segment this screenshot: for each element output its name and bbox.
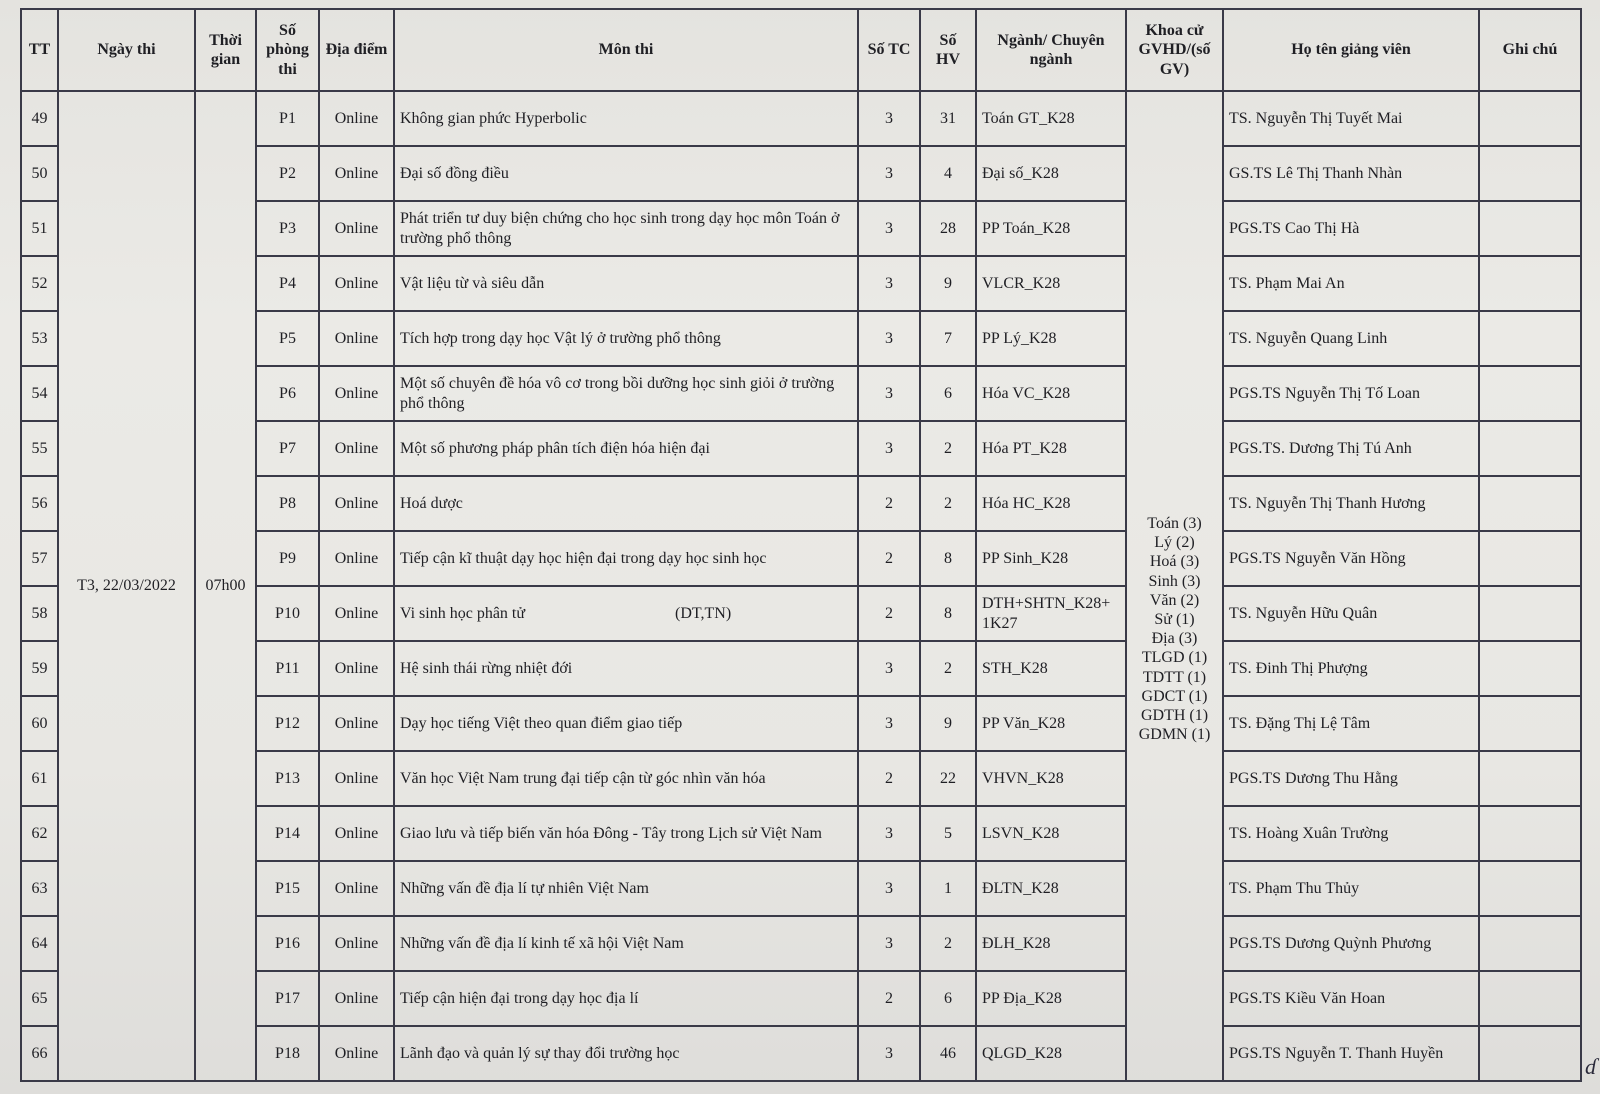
faculty-line: GDCT (1) xyxy=(1141,687,1208,705)
row-room: P13 xyxy=(256,751,319,806)
row-lecturer: PGS.TS Kiều Văn Hoan xyxy=(1223,971,1479,1026)
row-note xyxy=(1479,861,1581,916)
row-subject-text: Phát triển tư duy biện chứng cho học sinh trong dạy học môn Toán ở trường phổ thông xyxy=(400,210,840,247)
exam-date-cell: T3, 22/03/2022 xyxy=(58,91,195,1081)
row-credits: 3 xyxy=(858,916,920,971)
row-room: P6 xyxy=(256,366,319,421)
row-credits: 2 xyxy=(858,751,920,806)
row-lecturer: PGS.TS Dương Quỳnh Phương xyxy=(1223,916,1479,971)
row-subject xyxy=(394,861,858,916)
row-subject-text: Một số phương pháp phân tích điện hóa hiện đại xyxy=(400,439,710,457)
row-subject-text: Hệ sinh thái rừng nhiệt đới xyxy=(400,659,573,677)
row-subject-text: Tiếp cận kĩ thuật dạy học hiện đại trong dạy học sinh học xyxy=(400,549,767,567)
row-note xyxy=(1479,696,1581,751)
faculty-line: Sử (1) xyxy=(1154,610,1195,628)
row-tt: 59 xyxy=(21,641,58,696)
row-lecturer: TS. Nguyễn Hữu Quân xyxy=(1223,586,1479,641)
row-room: P10 xyxy=(256,586,319,641)
row-location: Online xyxy=(319,146,394,201)
row-location: Online xyxy=(319,861,394,916)
row-note xyxy=(1479,421,1581,476)
row-major: PP Văn_K28 xyxy=(976,696,1126,751)
row-room: P3 xyxy=(256,201,319,256)
row-lecturer: PGS.TS Nguyễn Thị Tố Loan xyxy=(1223,366,1479,421)
header-major: Ngành/ Chuyên ngành xyxy=(976,9,1126,91)
row-note xyxy=(1479,586,1581,641)
row-students: 9 xyxy=(920,696,976,751)
header-row xyxy=(21,9,1581,91)
row-major: PP Lý_K28 xyxy=(976,311,1126,366)
row-note xyxy=(1479,476,1581,531)
schedule-body xyxy=(21,91,1581,1081)
row-room: P5 xyxy=(256,311,319,366)
row-tt: 63 xyxy=(21,861,58,916)
row-major: STH_K28 xyxy=(976,641,1126,696)
row-room: P7 xyxy=(256,421,319,476)
row-major: VLCR_K28 xyxy=(976,256,1126,311)
row-students: 9 xyxy=(920,256,976,311)
row-location: Online xyxy=(319,971,394,1026)
row-note xyxy=(1479,91,1581,146)
row-subject xyxy=(394,641,858,696)
row-subject-text: Vi sinh học phân tử xyxy=(400,604,526,622)
header-tt: TT xyxy=(21,9,58,91)
row-location: Online xyxy=(319,476,394,531)
row-subject-text: Những vấn đề địa lí tự nhiên Việt Nam xyxy=(400,879,649,897)
row-lecturer: TS. Hoàng Xuân Trường xyxy=(1223,806,1479,861)
row-students: 28 xyxy=(920,201,976,256)
row-location: Online xyxy=(319,201,394,256)
row-lecturer: TS. Đinh Thị Phượng xyxy=(1223,641,1479,696)
row-note xyxy=(1479,146,1581,201)
row-location: Online xyxy=(319,91,394,146)
row-credits: 3 xyxy=(858,806,920,861)
row-tt: 61 xyxy=(21,751,58,806)
row-subject xyxy=(394,421,858,476)
row-tt: 60 xyxy=(21,696,58,751)
faculty-line: Toán (3) xyxy=(1147,515,1202,532)
row-note xyxy=(1479,311,1581,366)
row-subject-text: Lãnh đạo và quản lý sự thay đổi trường học xyxy=(400,1044,680,1062)
row-major: ĐLH_K28 xyxy=(976,916,1126,971)
row-room: P17 xyxy=(256,971,319,1026)
row-major: VHVN_K28 xyxy=(976,751,1126,806)
row-room: P4 xyxy=(256,256,319,311)
row-tt: 66 xyxy=(21,1026,58,1081)
faculty-line: GDTH (1) xyxy=(1140,706,1209,724)
row-students: 22 xyxy=(920,751,976,806)
row-subject-text: Một số chuyên đề hóa vô cơ trong bồi dưỡng học sinh giỏi ở trường phổ thông xyxy=(400,375,835,412)
row-room: P8 xyxy=(256,476,319,531)
faculty-line: TLGD (1) xyxy=(1141,649,1208,667)
row-room: P9 xyxy=(256,531,319,586)
row-subject xyxy=(394,256,858,311)
faculty-line: Hoá (3) xyxy=(1149,553,1200,571)
row-subject-text: Tiếp cận hiện đại trong dạy học địa lí xyxy=(400,989,639,1007)
row-lecturer: TS. Nguyễn Thị Tuyết Mai xyxy=(1223,91,1479,146)
row-note xyxy=(1479,256,1581,311)
faculty-line: Lý (2) xyxy=(1154,534,1195,552)
row-location: Online xyxy=(319,696,394,751)
row-subject xyxy=(394,476,858,531)
row-credits: 3 xyxy=(858,256,920,311)
row-major: Đại số_K28 xyxy=(976,146,1126,201)
row-note xyxy=(1479,366,1581,421)
row-tt: 64 xyxy=(21,916,58,971)
row-major: ĐLTN_K28 xyxy=(976,861,1126,916)
row-students: 2 xyxy=(920,476,976,531)
row-location: Online xyxy=(319,806,394,861)
row-note xyxy=(1479,751,1581,806)
row-tt: 53 xyxy=(21,311,58,366)
row-students: 7 xyxy=(920,311,976,366)
row-subject-text: Những vấn đề địa lí kinh tế xã hội Việt Nam xyxy=(400,934,684,952)
faculty-cell xyxy=(1126,91,1223,1081)
header-credits: Số TC xyxy=(858,9,920,91)
row-credits: 3 xyxy=(858,366,920,421)
row-major: PP Toán_K28 xyxy=(976,201,1126,256)
row-subject-text: Không gian phức Hyperbolic xyxy=(400,109,587,127)
row-students: 2 xyxy=(920,916,976,971)
row-location: Online xyxy=(319,366,394,421)
header-date: Ngày thi xyxy=(58,9,195,91)
row-tt: 55 xyxy=(21,421,58,476)
row-tt: 50 xyxy=(21,146,58,201)
row-major: Toán GT_K28 xyxy=(976,91,1126,146)
row-lecturer: PGS.TS Nguyễn Văn Hồng xyxy=(1223,531,1479,586)
exam-time-cell: 07h00 xyxy=(195,91,256,1081)
row-subject xyxy=(394,806,858,861)
row-note xyxy=(1479,531,1581,586)
header-lecturer: Họ tên giảng viên xyxy=(1223,9,1479,91)
row-tt: 52 xyxy=(21,256,58,311)
faculty-line: TDTT (1) xyxy=(1142,668,1207,686)
faculty-spacer xyxy=(1132,94,1217,514)
row-subject xyxy=(394,91,858,146)
row-subject xyxy=(394,311,858,366)
row-students: 1 xyxy=(920,861,976,916)
row-credits: 3 xyxy=(858,1026,920,1081)
row-note xyxy=(1479,916,1581,971)
row-lecturer: TS. Nguyễn Quang Linh xyxy=(1223,311,1479,366)
row-lecturer: GS.TS Lê Thị Thanh Nhàn xyxy=(1223,146,1479,201)
row-credits: 2 xyxy=(858,531,920,586)
header-time: Thời gian xyxy=(195,9,256,91)
row-subject xyxy=(394,531,858,586)
row-room: P12 xyxy=(256,696,319,751)
row-room: P2 xyxy=(256,146,319,201)
row-students: 4 xyxy=(920,146,976,201)
faculty-line: GDMN (1) xyxy=(1138,726,1211,744)
row-room: P14 xyxy=(256,806,319,861)
row-subject-text: Đại số đồng điều xyxy=(400,164,509,182)
header-note: Ghi chú xyxy=(1479,9,1581,91)
row-major: DTH+SHTN_K28+ 1K27 xyxy=(976,586,1126,641)
header-location: Địa điểm xyxy=(319,9,394,91)
row-subject xyxy=(394,751,858,806)
row-students: 6 xyxy=(920,971,976,1026)
row-credits: 2 xyxy=(858,586,920,641)
header-students: Số HV xyxy=(920,9,976,91)
row-lecturer: PGS.TS. Dương Thị Tú Anh xyxy=(1223,421,1479,476)
row-tt: 49 xyxy=(21,91,58,146)
row-tt: 57 xyxy=(21,531,58,586)
row-location: Online xyxy=(319,1026,394,1081)
row-credits: 3 xyxy=(858,696,920,751)
row-students: 8 xyxy=(920,531,976,586)
row-subject xyxy=(394,916,858,971)
row-credits: 3 xyxy=(858,146,920,201)
row-location: Online xyxy=(319,586,394,641)
row-location: Online xyxy=(319,256,394,311)
row-major: Hóa VC_K28 xyxy=(976,366,1126,421)
row-subject xyxy=(394,1026,858,1081)
row-room: P1 xyxy=(256,91,319,146)
row-credits: 3 xyxy=(858,861,920,916)
table-row xyxy=(21,91,1581,146)
row-students: 31 xyxy=(920,91,976,146)
row-credits: 3 xyxy=(858,641,920,696)
faculty-line: Sinh (3) xyxy=(1148,572,1201,590)
row-credits: 3 xyxy=(858,91,920,146)
row-subject xyxy=(394,586,858,641)
header-subject: Môn thi xyxy=(394,9,858,91)
row-subject-text: Hoá dược xyxy=(400,494,463,512)
faculty-line: Địa (3) xyxy=(1151,630,1198,648)
row-subject xyxy=(394,696,858,751)
faculty-line: Văn (2) xyxy=(1149,591,1200,609)
row-location: Online xyxy=(319,916,394,971)
row-lecturer: TS. Đặng Thị Lệ Tâm xyxy=(1223,696,1479,751)
row-tt: 56 xyxy=(21,476,58,531)
row-room: P16 xyxy=(256,916,319,971)
row-major: Hóa PT_K28 xyxy=(976,421,1126,476)
row-major: Hóa HC_K28 xyxy=(976,476,1126,531)
row-credits: 3 xyxy=(858,311,920,366)
row-room: P18 xyxy=(256,1026,319,1081)
row-students: 8 xyxy=(920,586,976,641)
row-tt: 58 xyxy=(21,586,58,641)
faculty-spacer xyxy=(1132,744,1217,984)
row-lecturer: TS. Phạm Mai An xyxy=(1223,256,1479,311)
row-students: 46 xyxy=(920,1026,976,1081)
row-location: Online xyxy=(319,641,394,696)
row-room: P15 xyxy=(256,861,319,916)
row-room: P11 xyxy=(256,641,319,696)
row-subject xyxy=(394,366,858,421)
row-note xyxy=(1479,806,1581,861)
row-subject-text: Vật liệu từ và siêu dẫn xyxy=(400,274,545,292)
row-location: Online xyxy=(319,311,394,366)
row-subject-text: Dạy học tiếng Việt theo quan điểm giao tiếp xyxy=(400,714,683,732)
row-subject-text: Giao lưu và tiếp biến văn hóa Đông - Tây trong Lịch sử Việt Nam xyxy=(400,824,822,842)
row-note xyxy=(1479,971,1581,1026)
row-tt: 65 xyxy=(21,971,58,1026)
row-major: PP Địa_K28 xyxy=(976,971,1126,1026)
row-lecturer: PGS.TS Dương Thu Hằng xyxy=(1223,751,1479,806)
row-lecturer: TS. Phạm Thu Thủy xyxy=(1223,861,1479,916)
row-students: 2 xyxy=(920,641,976,696)
row-subject xyxy=(394,201,858,256)
row-lecturer: TS. Nguyễn Thị Thanh Hương xyxy=(1223,476,1479,531)
signature-mark: ɗ xyxy=(1585,1054,1596,1079)
row-students: 5 xyxy=(920,806,976,861)
row-location: Online xyxy=(319,751,394,806)
row-location: Online xyxy=(319,421,394,476)
row-students: 2 xyxy=(920,421,976,476)
row-note xyxy=(1479,201,1581,256)
header-room: Số phòng thi xyxy=(256,9,319,91)
row-tt: 62 xyxy=(21,806,58,861)
row-location: Online xyxy=(319,531,394,586)
row-note xyxy=(1479,1026,1581,1081)
row-major: LSVN_K28 xyxy=(976,806,1126,861)
row-subject xyxy=(394,146,858,201)
row-subject-text: Văn học Việt Nam trung đại tiếp cận từ góc nhìn văn hóa xyxy=(400,769,766,787)
row-subject xyxy=(394,971,858,1026)
row-subject-tag: (DT,TN) xyxy=(675,604,732,622)
row-students: 6 xyxy=(920,366,976,421)
row-lecturer: PGS.TS Nguyễn T. Thanh Huyền xyxy=(1223,1026,1479,1081)
row-tt: 51 xyxy=(21,201,58,256)
row-major: QLGD_K28 xyxy=(976,1026,1126,1081)
row-tt: 54 xyxy=(21,366,58,421)
header-faculty: Khoa cử GVHD/(số GV) xyxy=(1126,9,1223,91)
exam-schedule-table xyxy=(20,8,1582,1082)
row-major: PP Sinh_K28 xyxy=(976,531,1126,586)
row-subject-text: Tích hợp trong dạy học Vật lý ở trường phổ thông xyxy=(400,329,721,347)
row-lecturer: PGS.TS Cao Thị Hà xyxy=(1223,201,1479,256)
row-credits: 3 xyxy=(858,421,920,476)
row-credits: 3 xyxy=(858,201,920,256)
row-note xyxy=(1479,641,1581,696)
row-credits: 2 xyxy=(858,971,920,1026)
row-credits: 2 xyxy=(858,476,920,531)
